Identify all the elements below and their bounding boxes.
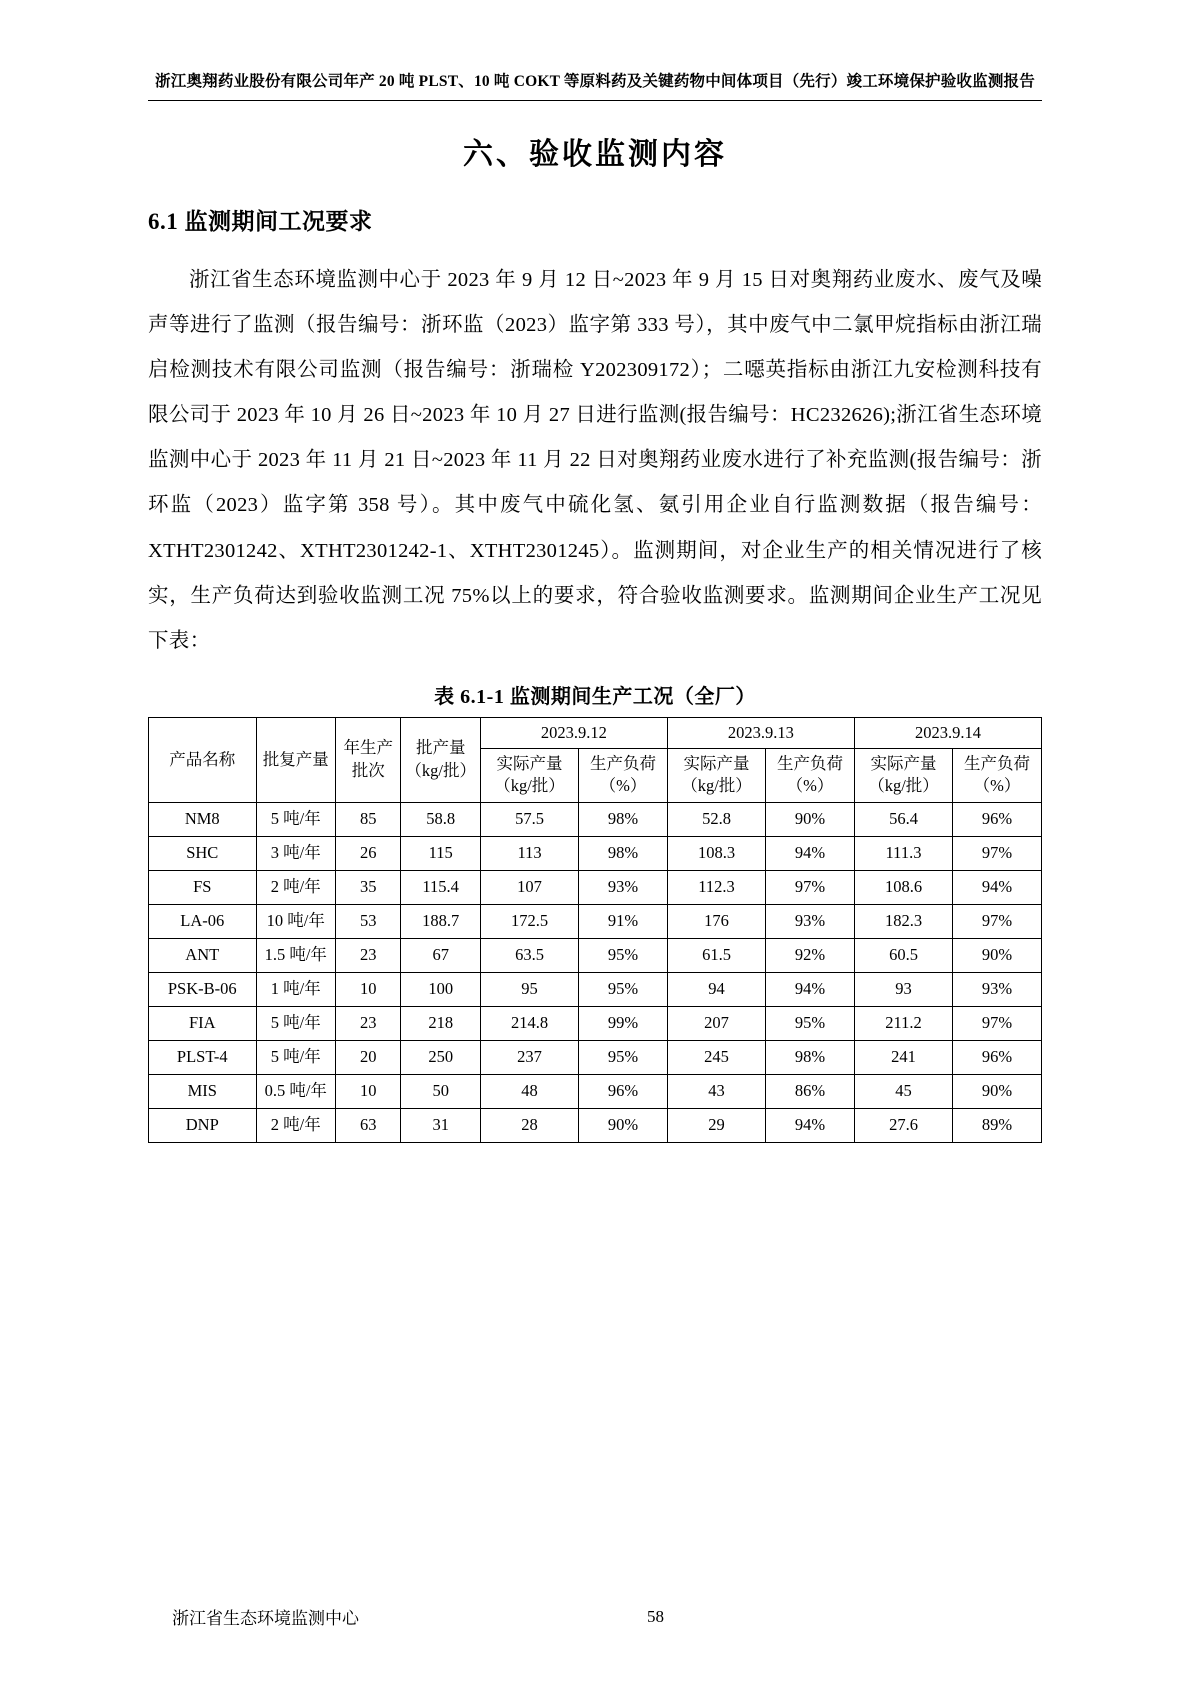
cell-load-1: 95% [579, 938, 668, 972]
col-date-3: 2023.9.14 [854, 717, 1041, 748]
subsection-title: 6.1 监测期间工况要求 [148, 209, 373, 235]
col-annual-batches: 年生产批次 [336, 717, 401, 802]
table-row [149, 938, 1042, 972]
cell-load-3: 90% [953, 1074, 1042, 1108]
cell-load-3: 97% [953, 904, 1042, 938]
cell-actual-1: 95 [480, 972, 578, 1006]
cell-load-3: 96% [953, 802, 1042, 836]
cell-load-3: 97% [953, 1006, 1042, 1040]
cell-batch-output: 115.4 [401, 870, 480, 904]
cell-load-3: 97% [953, 836, 1042, 870]
footer-organization: 浙江省生态环境监测中心 [172, 1609, 359, 1628]
cell-approved: 10 吨/年 [256, 904, 335, 938]
cell-load-1: 99% [579, 1006, 668, 1040]
cell-load-2: 86% [766, 1074, 855, 1108]
table-body [149, 802, 1042, 1142]
cell-actual-2: 176 [667, 904, 765, 938]
cell-batches: 35 [336, 870, 401, 904]
cell-approved: 2 吨/年 [256, 1108, 335, 1142]
col-batch-output: 批产量（kg/批） [401, 717, 480, 802]
body-paragraph: 浙江省生态环境监测中心于 2023 年 9 月 12 日~2023 年 9 月 15 日对奥翔药业废水、废气及噪声等进行了监测（报告编号：浙环监（2023）监字第 333 号），其中废气中二氯甲烷指标由浙江瑞启检测技术有限公司监测（报告编号：浙瑞检 Y202309172）；二噁英指标由浙江九安检测科技有限公司于 2023 年 10 月 26 日~2023 年 10 月 27 日进行监测(报告编号：HC232626);浙江省生态环境监测中心于 2023 年 11 月 21 日~2023 年 11 月 22 日对奥翔药业废水进行了补充监测(报告编号：浙环监（2023）监字第 358 号）。其中废气中硫化氢、氨引用企业自行监测数据（报告编号：XTHT2301242、XTHT2301242-1、XTHT2301245）。监测期间，对企业生产的相关情况进行了核实，生产负荷达到验收监测工况 75%以上的要求，符合验收监测要求。监测期间企业生产工况见下表： [148, 269, 1042, 652]
cell-batch-output: 50 [401, 1074, 480, 1108]
cell-batch-output: 115 [401, 836, 480, 870]
cell-load-1: 95% [579, 972, 668, 1006]
cell-load-1: 91% [579, 904, 668, 938]
cell-actual-1: 107 [480, 870, 578, 904]
col-product-name: 产品名称 [149, 717, 257, 802]
cell-batches: 26 [336, 836, 401, 870]
table-row [149, 1108, 1042, 1142]
cell-load-3: 93% [953, 972, 1042, 1006]
cell-product: NM8 [149, 802, 257, 836]
cell-batches: 53 [336, 904, 401, 938]
col-load-3: 生产负荷（%） [953, 749, 1042, 803]
cell-batch-output: 58.8 [401, 802, 480, 836]
cell-batches: 63 [336, 1108, 401, 1142]
table-row [149, 836, 1042, 870]
cell-approved: 3 吨/年 [256, 836, 335, 870]
table-row [149, 1006, 1042, 1040]
cell-actual-2: 112.3 [667, 870, 765, 904]
cell-actual-2: 29 [667, 1108, 765, 1142]
cell-product: PLST-4 [149, 1040, 257, 1074]
cell-batch-output: 250 [401, 1040, 480, 1074]
cell-actual-3: 60.5 [854, 938, 952, 972]
table-row [149, 972, 1042, 1006]
cell-load-3: 96% [953, 1040, 1042, 1074]
cell-batches: 20 [336, 1040, 401, 1074]
cell-batches: 10 [336, 972, 401, 1006]
col-actual-output-1: 实际产量（kg/批） [480, 749, 578, 803]
cell-load-2: 93% [766, 904, 855, 938]
cell-actual-3: 182.3 [854, 904, 952, 938]
cell-actual-1: 63.5 [480, 938, 578, 972]
page-title: 六、验收监测内容 [463, 138, 727, 172]
table-header-row-1 [149, 717, 1042, 748]
cell-batches: 85 [336, 802, 401, 836]
cell-approved: 2 吨/年 [256, 870, 335, 904]
col-load-1: 生产负荷（%） [579, 749, 668, 803]
cell-actual-1: 57.5 [480, 802, 578, 836]
footer-page-number: 58 [647, 1606, 664, 1626]
col-actual-output-3: 实际产量（kg/批） [854, 749, 952, 803]
cell-actual-3: 241 [854, 1040, 952, 1074]
cell-load-2: 94% [766, 972, 855, 1006]
cell-load-1: 98% [579, 836, 668, 870]
cell-batches: 23 [336, 938, 401, 972]
cell-actual-1: 237 [480, 1040, 578, 1074]
cell-load-1: 96% [579, 1074, 668, 1108]
table-row [149, 1040, 1042, 1074]
cell-load-3: 89% [953, 1108, 1042, 1142]
cell-actual-3: 108.6 [854, 870, 952, 904]
cell-actual-2: 43 [667, 1074, 765, 1108]
cell-load-1: 98% [579, 802, 668, 836]
cell-batch-output: 100 [401, 972, 480, 1006]
table-row [149, 1074, 1042, 1108]
cell-batch-output: 218 [401, 1006, 480, 1040]
cell-batches: 10 [336, 1074, 401, 1108]
cell-actual-1: 28 [480, 1108, 578, 1142]
cell-batch-output: 188.7 [401, 904, 480, 938]
cell-load-2: 94% [766, 1108, 855, 1142]
cell-actual-2: 108.3 [667, 836, 765, 870]
cell-product: FS [149, 870, 257, 904]
cell-approved: 1 吨/年 [256, 972, 335, 1006]
running-header: 浙江奥翔药业股份有限公司年产 20 吨 PLST、10 吨 COKT 等原料药及关键药物中间体项目（先行）竣工环境保护验收监测报告 [155, 73, 1035, 90]
cell-actual-2: 52.8 [667, 802, 765, 836]
cell-actual-3: 45 [854, 1074, 952, 1108]
cell-load-2: 98% [766, 1040, 855, 1074]
cell-actual-3: 211.2 [854, 1006, 952, 1040]
cell-product: LA-06 [149, 904, 257, 938]
cell-actual-3: 111.3 [854, 836, 952, 870]
header-divider [148, 100, 1042, 101]
table-row [149, 904, 1042, 938]
cell-actual-1: 113 [480, 836, 578, 870]
table-row [149, 870, 1042, 904]
cell-load-2: 97% [766, 870, 855, 904]
cell-load-3: 94% [953, 870, 1042, 904]
cell-approved: 1.5 吨/年 [256, 938, 335, 972]
cell-batches: 23 [336, 1006, 401, 1040]
cell-product: FIA [149, 1006, 257, 1040]
cell-actual-2: 94 [667, 972, 765, 1006]
cell-actual-3: 93 [854, 972, 952, 1006]
cell-product: PSK-B-06 [149, 972, 257, 1006]
cell-load-2: 90% [766, 802, 855, 836]
col-actual-output-2: 实际产量（kg/批） [667, 749, 765, 803]
cell-approved: 5 吨/年 [256, 1006, 335, 1040]
cell-load-1: 95% [579, 1040, 668, 1074]
page-footer [148, 1604, 1042, 1629]
cell-product: ANT [149, 938, 257, 972]
cell-product: SHC [149, 836, 257, 870]
cell-actual-3: 27.6 [854, 1108, 952, 1142]
cell-actual-1: 48 [480, 1074, 578, 1108]
table-row [149, 802, 1042, 836]
col-date-1: 2023.9.12 [480, 717, 667, 748]
table-caption: 表 6.1-1 监测期间生产工况（全厂） [434, 685, 756, 708]
production-status-table [148, 717, 1042, 1143]
cell-product: MIS [149, 1074, 257, 1108]
cell-load-3: 90% [953, 938, 1042, 972]
cell-actual-2: 245 [667, 1040, 765, 1074]
cell-actual-1: 214.8 [480, 1006, 578, 1040]
col-date-2: 2023.9.13 [667, 717, 854, 748]
cell-load-1: 93% [579, 870, 668, 904]
cell-load-2: 95% [766, 1006, 855, 1040]
cell-load-2: 94% [766, 836, 855, 870]
col-load-2: 生产负荷（%） [766, 749, 855, 803]
cell-load-1: 90% [579, 1108, 668, 1142]
cell-approved: 5 吨/年 [256, 802, 335, 836]
cell-product: DNP [149, 1108, 257, 1142]
cell-actual-3: 56.4 [854, 802, 952, 836]
cell-batch-output: 67 [401, 938, 480, 972]
cell-batch-output: 31 [401, 1108, 480, 1142]
cell-approved: 5 吨/年 [256, 1040, 335, 1074]
cell-approved: 0.5 吨/年 [256, 1074, 335, 1108]
cell-actual-1: 172.5 [480, 904, 578, 938]
cell-actual-2: 207 [667, 1006, 765, 1040]
col-approved-output: 批复产量 [256, 717, 335, 802]
cell-load-2: 92% [766, 938, 855, 972]
cell-actual-2: 61.5 [667, 938, 765, 972]
